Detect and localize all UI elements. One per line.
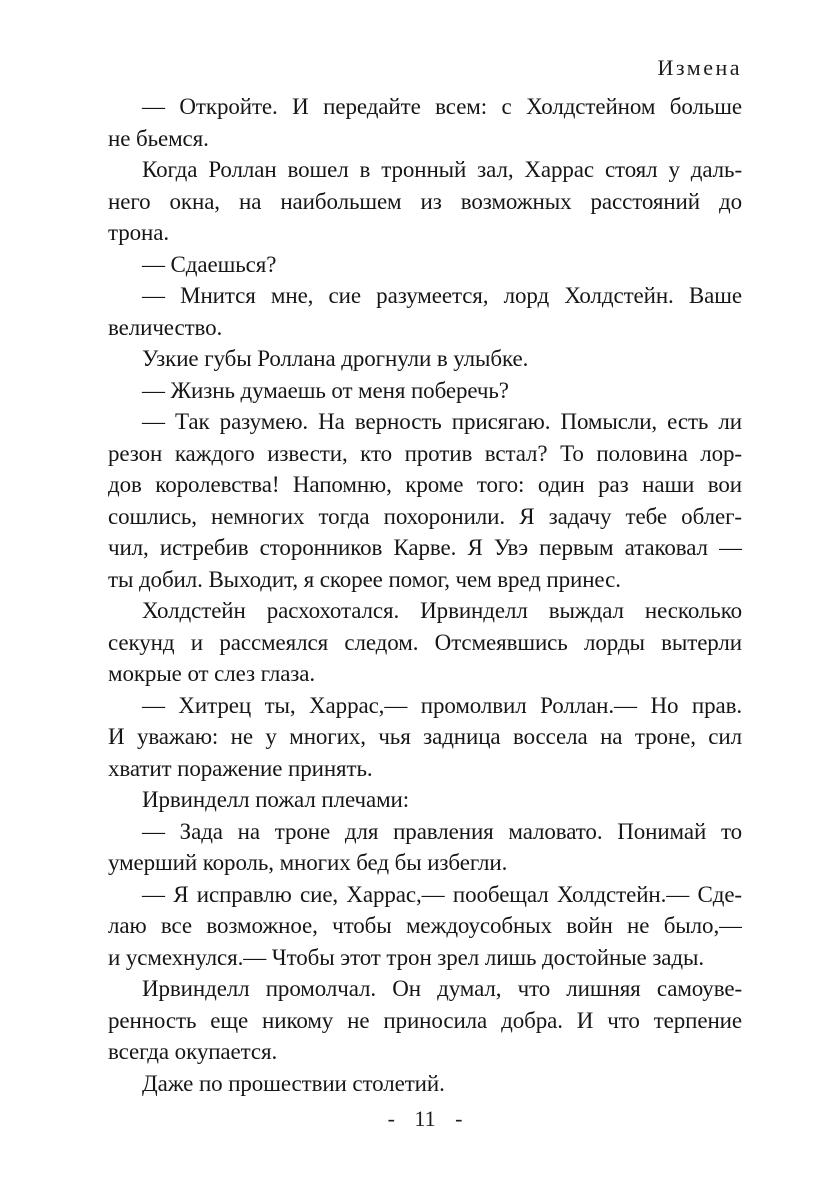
text-line: И уважаю: не у многих, чья задница воссела на троне, сил [108,724,742,749]
text-line: мокрые от слез глаза. [108,661,316,686]
text-line: резон каждого извести, кто против встал? То половина лор- [108,440,742,466]
paragraph [108,154,742,249]
text-line: Когда Роллан вошел в тронный зал, Харрас стоял у даль- [142,157,742,182]
text-line: — Сдаешься? [142,251,277,277]
page-number: - 11 - [387,1106,463,1131]
paragraph [108,249,742,281]
text-line: Холдстейн расхохотался. Ирвинделл выждал несколько [142,598,742,623]
text-line: трона. [108,220,169,245]
text-line: Ирвинделл пожал плечами: [142,787,410,812]
text-line: лаю все возможное, чтобы междоусобных войн не было,— [108,913,742,938]
text-line: величество. [108,314,223,340]
text-line: — Зада на троне для правления маловато. Понимай то [142,818,742,844]
text-line: — Откройте. И передайте всем: с Холдстейном больше [142,94,742,119]
paragraph [108,1068,742,1100]
text-line: Даже по прошествии столетий. [142,1070,445,1096]
text-line: — Мнится мне, сие разумеется, лорд Холдстейн. Ваше [142,283,742,308]
paragraph [108,784,742,816]
paragraph [108,690,742,785]
paragraph [108,595,742,690]
text-line: него окна, на наибольшем из возможных расстояний до [108,188,742,214]
text-line: чил, истребив сторонников Карве. Я Увэ первым атаковал — [108,535,742,560]
text-line: всегда окупается. [108,1039,278,1064]
text-line: ты добил. Выходит, я скорее помог, чем вред принес. [108,566,621,592]
text-line: — Хитрец ты, Харрас,— промолвил Роллан.— Но прав. [142,692,742,718]
running-header: Измена [657,55,742,80]
paragraph [108,406,742,595]
text-line: хватит поражение принять. [108,755,373,781]
text-line: дов королевства! Напомню, кроме того: один раз наши вои [108,472,742,497]
paragraph [108,816,742,879]
text-line: и усмехнулся.— Чтобы этот трон зрел лишь достойные зады. [108,944,705,970]
page-text [108,91,742,1099]
paragraph [108,91,742,154]
paragraph [108,280,742,343]
paragraph [108,973,742,1068]
text-line: Ирвинделл промолчал. Он думал, что лишняя самоуве- [142,976,742,1001]
text-line: ренность еще никому не приносила добра. И что терпение [108,1007,742,1033]
text-line: — Так разумею. На верность присягаю. Помысли, есть ли [142,409,742,434]
text-line: — Я исправлю сие, Харрас,— пообещал Холдстейн.— Сде- [142,881,742,907]
text-line: — Жизнь думаешь от меня поберечь? [142,377,509,403]
text-line: не бьемся. [108,125,209,151]
paragraph [108,879,742,974]
text-line: сошлись, немногих тогда похоронили. Я задачу тебе облег- [108,503,742,529]
paragraph [108,375,742,407]
text-line: секунд и рассмеялся следом. Отсмеявшись лорды вытерли [108,629,742,655]
paragraph [108,343,742,375]
text-line: Узкие губы Роллана дрогнули в улыбке. [142,346,529,371]
text-line: умерший король, многих бед бы избегли. [108,850,508,875]
